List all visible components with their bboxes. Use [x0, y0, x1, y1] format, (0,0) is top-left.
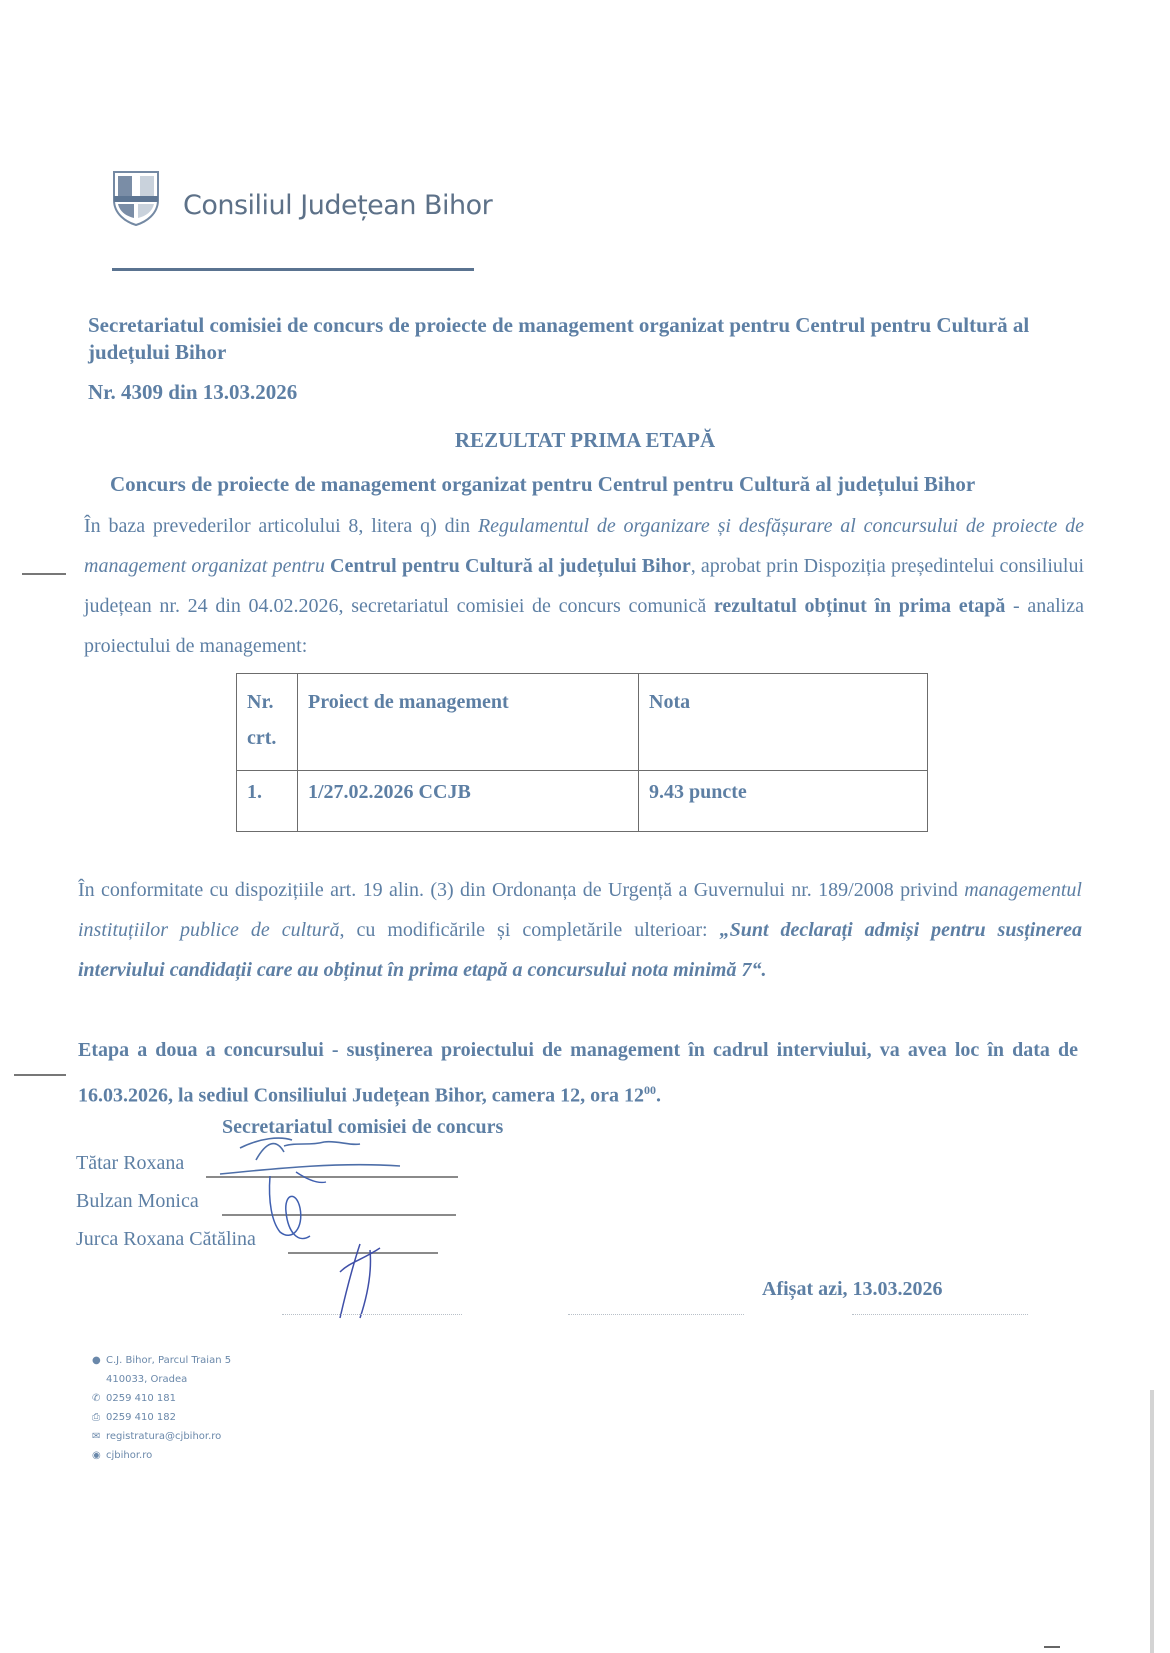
website-link[interactable]: cjbihor.ro: [106, 1450, 153, 1461]
margin-mark: [14, 1074, 66, 1076]
table-row: [237, 771, 928, 832]
header-score: Nota: [639, 674, 928, 771]
signatory-2: Bulzan Monica: [76, 1190, 199, 1212]
scan-edge: [1150, 1390, 1154, 1653]
location-pin-icon: ●: [92, 1355, 101, 1366]
cell-nr: 1.: [237, 771, 298, 832]
footer-separator: [568, 1314, 744, 1316]
fax-number: 0259 410 182: [106, 1412, 176, 1423]
website-line: [92, 1446, 231, 1465]
footer-separator: [852, 1314, 1028, 1316]
period: .: [655, 1084, 661, 1107]
stage-two-text: Etapa a doua a concursului - susținerea proiectului de management în cadrul interviului, va avea loc în data de 16.03.2026, la sediul Consiliului Județean Bihor, camera 12, ora 12: [78, 1039, 1078, 1107]
signature-heading: Secretariatul comisiei de concurs: [222, 1116, 504, 1138]
letterhead-divider: [112, 268, 474, 271]
document-reference: Nr. 4309 din 13.03.2026: [88, 380, 298, 404]
header-nr: Nr. crt.: [237, 674, 298, 771]
legal-text: În conformitate cu dispozițiile art. 19 alin. (3) din Ordonanța de Urgență a Guvernului nr. 189/2008 privind: [78, 879, 965, 901]
phone-line: [92, 1389, 231, 1408]
legal-text: , cu modificările și completările ulterioar:: [339, 919, 720, 941]
fax-line: [92, 1408, 231, 1427]
fax-icon: ⎙: [92, 1412, 100, 1423]
law-title: managementul instituțiilor publice de cultură: [78, 879, 1082, 941]
cell-score: 9.43 puncte: [639, 771, 928, 832]
globe-icon: ◉: [92, 1450, 101, 1461]
results-table: [236, 673, 928, 832]
institution-name: Consiliul Județean Bihor: [183, 190, 493, 221]
posted-date: Afișat azi, 13.03.2026: [762, 1278, 943, 1300]
signatory-3: Jurca Roxana Cătălina: [76, 1228, 256, 1250]
legal-quote: „Sunt declarați admiși pentru susținerea interviului candidații care au obținut în prima etapă a concursului nota minimă 7“.: [78, 919, 1083, 981]
envelope-icon: ✉: [92, 1431, 101, 1442]
phone-icon: ✆: [92, 1393, 101, 1404]
contact-footer: [92, 1351, 231, 1465]
stage-two-paragraph: [78, 1030, 1078, 1116]
signatory-1: Tătar Roxana: [76, 1152, 185, 1174]
margin-mark: [22, 573, 66, 575]
intro-text: , aprobat prin Dispoziția președintelui consiliului județean nr. 24 din 04.02.2026, secretariatul comisiei de concurs comunică: [84, 555, 1085, 617]
intro-text: - analiza proiectului de management:: [84, 595, 1084, 657]
handwritten-signatures: [200, 1132, 440, 1322]
document-subtitle: Concurs de proiecte de management organizat pentru Centrul pentru Cultură al județului Bihor: [110, 472, 976, 496]
result-phrase: rezultatul obținut în prima etapă: [713, 595, 1006, 617]
scan-mark: [1044, 1646, 1060, 1648]
email-link[interactable]: registratura@cjbihor.ro: [106, 1431, 222, 1442]
issuer-heading: Secretariatul comisiei de concurs de proiecte de management organizat pentru Centrul pentru Cultură al județului Bihor: [88, 313, 1030, 364]
phone-number: 0259 410 181: [106, 1393, 176, 1404]
address-line: [92, 1351, 231, 1370]
document-title: REZULTAT PRIMA ETAPĂ: [454, 428, 716, 452]
intro-text: În baza prevederilor articolului 8, litera q) din: [84, 515, 478, 537]
intro-paragraph: [84, 506, 1084, 666]
regulation-title: Regulamentul de organizare și desfășurare al concursului de proiecte de management organizat pentru: [84, 515, 1084, 577]
institution-ref: Centrul pentru Cultură al județului Bihor: [324, 555, 691, 577]
cell-project: 1/27.02.2026 CCJB: [298, 771, 639, 832]
address-street: C.J. Bihor, Parcul Traian 5: [106, 1355, 232, 1366]
coat-of-arms-icon: [112, 170, 160, 226]
email-line: [92, 1427, 231, 1446]
footer-separator: [282, 1314, 462, 1316]
table-header-row: [237, 674, 928, 771]
header-project: Proiect de management: [298, 674, 639, 771]
address-line: [92, 1370, 231, 1389]
legal-paragraph: [78, 870, 1082, 990]
time-minutes: 00: [643, 1083, 656, 1097]
address-city: 410033, Oradea: [106, 1374, 188, 1385]
